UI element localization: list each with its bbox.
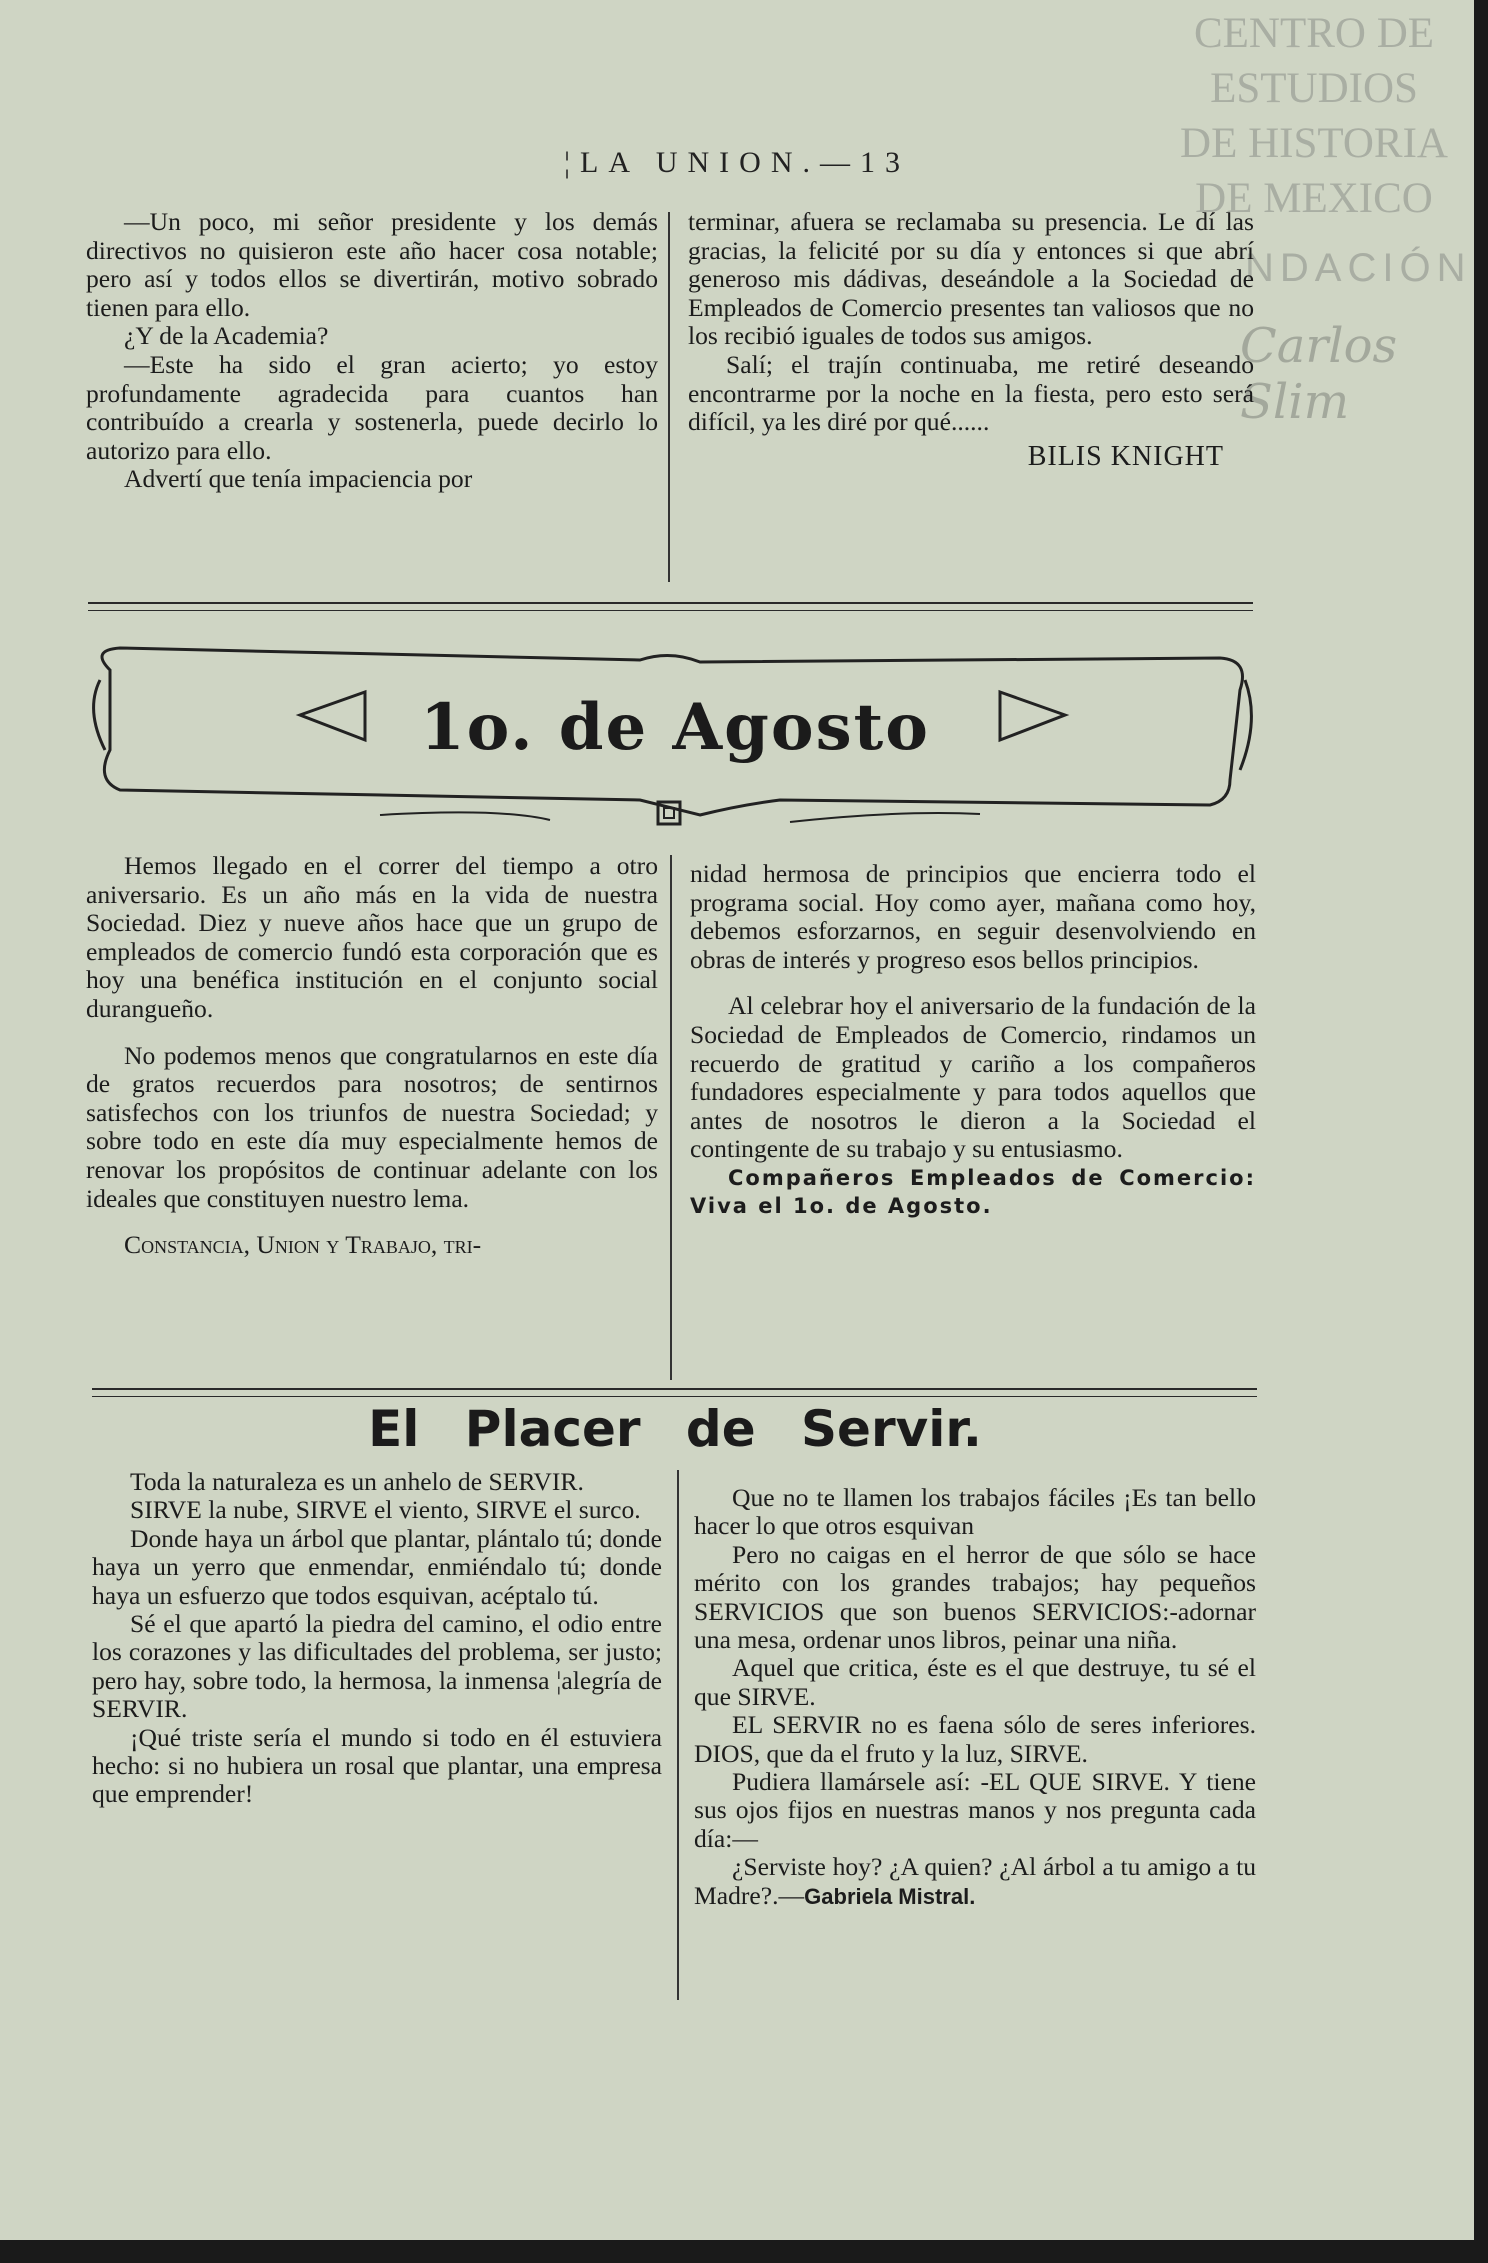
section-rule <box>92 1396 1257 1397</box>
flourish <box>380 812 550 820</box>
paragraph: EL SERVIR no es faena sólo de seres inferiores. DIOS, que da el fruto y la luz, SIRVE. <box>694 1710 1256 1768</box>
watermark-line: ESTUDIOS <box>1210 65 1418 112</box>
article3-right-column <box>694 1484 1256 1911</box>
paragraph: Pudiera llamársele así: -EL QUE SIRVE. Y tiene sus ojos fijos en nuestras manos y nos pregunta cada día:— <box>694 1767 1256 1853</box>
article3-left-column <box>92 1468 662 1809</box>
archive-watermark <box>1164 6 1464 226</box>
watermark-line: DE MEXICO <box>1195 175 1433 222</box>
paragraph: Toda la naturaleza es un anhelo de SERVIR. <box>130 1467 584 1496</box>
final-question: ¿Serviste hoy? ¿A quien? ¿Al árbol a tu amigo a tu Madre?.— <box>694 1852 1256 1910</box>
paragraph <box>694 1853 1256 1911</box>
paragraph: nidad hermosa de principios que encierra todo el programa social. Hoy como ayer, mañana como hoy, debemos esforzarnos, en seguir desenvolviendo en obras de interés y progreso esos bellos principios. <box>690 859 1256 974</box>
section-rule <box>92 1388 1257 1390</box>
article1-left-column <box>86 208 658 494</box>
poem-author: Gabriela Mistral. <box>804 1883 976 1909</box>
article-title: El Placer de Servir. <box>368 1400 982 1458</box>
watermark-line: CENTRO DE <box>1193 10 1435 57</box>
paragraph: SIRVE la nube, SIRVE el viento, SIRVE el surco. <box>130 1495 641 1525</box>
author-signature: BILIS KNIGHT <box>1027 440 1224 472</box>
watermark-line: DE HISTORIA <box>1180 120 1448 167</box>
section-rule <box>88 610 1253 611</box>
article2-left-column <box>86 852 658 1260</box>
paragraph: Aquel que critica, éste es el que destruye, tu sé el que SIRVE. <box>694 1653 1256 1711</box>
paragraph: Donde haya un árbol que plantar, plántalo tú; donde haya un yerro que enmendar, enmiéndalo tú; donde haya un esfuerzo que todos esquivan, acéptalo tú. <box>92 1523 662 1610</box>
running-header: ¦LA UNION.—13 <box>564 146 910 179</box>
paragraph: Hemos llegado en el correr del tiempo a otro aniversario. Es un año más en la vida de nuestra Sociedad. Diez y nueve años hace que un grupo de empleados de comercio fundó esta corporación que es hoy una benéfica institución en el conjunto social durangueño. <box>86 851 658 1023</box>
watermark-signature: Carlos Slim <box>1240 318 1398 430</box>
paragraph: Advertí que tenía impaciencia por <box>124 464 473 494</box>
closing-salute: Compañeros Empleados de Comercio: Viva el 1o. de Agosto. <box>690 1165 1256 1218</box>
section-rule <box>88 602 1253 604</box>
column-divider <box>670 855 672 1380</box>
paragraph: Que no te llamen los trabajos fáciles ¡Es tan bello hacer lo que otros esquivan <box>694 1483 1256 1541</box>
watermark-fundacion: NDACIÓN <box>1245 246 1472 290</box>
column-divider <box>668 212 670 582</box>
flourish <box>790 813 980 822</box>
paragraph: Salí; el trajín continuaba, me retiré deseando encontrarme por la noche en la fiesta, pero esto será difícil, ya les diré por qué...... <box>688 349 1254 437</box>
paragraph: Pero no caigas en el herror de que sólo se hace mérito con los grandes trabajos; hay pequeños SERVICIOS que son buenos SERVICIOS:-adornar una mesa, ordenar unos libros, peinar una niña. <box>694 1539 1256 1655</box>
paragraph: —Un poco, mi señor presidente y los demás directivos no quisieron este año hacer cosa notable; pero así y todos ellos se divertirán, motivo sobrado tienen para ello. <box>86 207 658 322</box>
column-divider <box>677 1470 679 2000</box>
paragraph: Al celebrar hoy el aniversario de la fundación de la Sociedad de Empleados de Comercio, rindamos un recuerdo de gratitud y cariño a los compañeros fundadores especialmente y para todos aquellos que antes de nosotros le dieron a la Sociedad el contingente de su trabajo y su entusiasmo. <box>690 991 1256 1164</box>
society-motto: Constancia, Union y Trabajo, tri- <box>124 1230 482 1260</box>
article1-right-column <box>688 208 1254 471</box>
paragraph: ¿Y de la Academia? <box>124 321 329 351</box>
paragraph: No podemos menos que congratularnos en este día de gratos recuerdos para nosotros; de sentirnos satisfechos con los triunfos de nuestra Sociedad; y sobre todo en este día muy especialmente hemos de renovar los propósitos de continuar adelante con los ideales que constituyen nuestro lema. <box>86 1040 658 1213</box>
paragraph: Sé el que apartó la piedra del camino, el odio entre los corazones y las dificultades del problema, ser justo; pero hay, sobre todo, la hermosa, la inmensa ¦alegría de SERVIR. <box>92 1609 662 1724</box>
paragraph: —Este ha sido el gran acierto; yo estoy profundamente agradecida para cuantos han contribuído a crearla y sostenerla, puede decirlo lo autorizo para ello. <box>86 349 658 465</box>
article-title: 1o. de Agosto <box>420 690 930 765</box>
paragraph: ¡Qué triste sería el mundo si todo en él estuviera hecho: si no hubiera un rosal que plantar, una empresa que emprender! <box>92 1722 662 1809</box>
paragraph: terminar, afuera se reclamaba su presencia. Le dí las gracias, la felicité por su día y entonces si que abrí generoso mis dádivas, deseándole a la Sociedad de Empleados de Comercio presentes tan valiosos que no los recibió iguales de todos sus amigos. <box>688 207 1254 351</box>
article2-right-column <box>690 860 1256 1220</box>
